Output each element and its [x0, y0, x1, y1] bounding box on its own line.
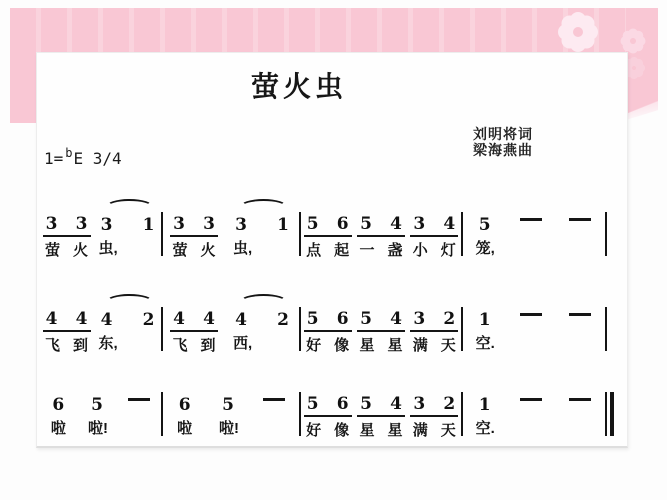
note-digit: 5: [360, 309, 372, 329]
dash-group: [261, 377, 287, 415]
note-digit: 3: [100, 215, 113, 235]
composer-credit: 梁海燕曲: [473, 142, 533, 158]
note-digit: 6: [336, 309, 349, 329]
dash-group: [567, 292, 593, 330]
measure: [463, 292, 605, 353]
pink-banner-left-tail: [10, 8, 36, 123]
notes-row: [475, 391, 495, 415]
note-digit: 2: [443, 394, 456, 414]
notes-row: [357, 306, 405, 332]
barline-stroke: [605, 212, 607, 256]
lyric: 啦: [177, 420, 193, 437]
notes-row: [170, 211, 218, 237]
lyric: 啦!: [218, 420, 239, 437]
note-digit: 4: [235, 310, 247, 330]
note-digit: 6: [178, 395, 191, 415]
beam-group: [304, 197, 352, 260]
lyric: 飞: [44, 337, 60, 354]
lyric: 萤: [172, 242, 188, 259]
slur-arc-icon: [240, 294, 287, 309]
measure: [301, 377, 461, 440]
lyric: 盏: [387, 242, 403, 259]
lyric: 火: [200, 242, 216, 259]
lyricist-credit: 刘明将词: [473, 126, 533, 142]
lyrics-row: [170, 337, 218, 355]
notes-row: [43, 211, 91, 237]
lyrics-row: [232, 240, 292, 258]
lyric: [273, 240, 291, 258]
notes-row: [410, 306, 458, 332]
notes-row: [410, 391, 458, 417]
measure: [163, 197, 299, 260]
slur-group: [232, 197, 292, 258]
notes-row: [87, 391, 107, 415]
sustain-dash: [520, 313, 542, 316]
notes-row: [98, 306, 158, 330]
lyrics-row: [175, 420, 195, 438]
lyrics-row: [475, 420, 495, 438]
dash-group: [567, 377, 593, 415]
lyrics-row: [304, 337, 352, 355]
lyrics-row: [170, 242, 218, 260]
lyrics-row: [218, 420, 238, 438]
lyric: 西,: [233, 335, 253, 352]
measure: [463, 377, 605, 438]
flat-sign: b: [65, 146, 73, 160]
note-digit: 5: [306, 309, 319, 329]
lyrics-row: [357, 422, 405, 440]
beam-group: [170, 292, 218, 355]
lyric: 星: [359, 337, 375, 354]
slur-group: [98, 197, 158, 258]
score-line: [39, 197, 607, 260]
note-digit: 5: [222, 395, 234, 415]
note-digit: 6: [336, 214, 349, 234]
measure: [301, 292, 461, 355]
slur-arc-icon: [106, 199, 153, 214]
note-digit: 5: [360, 214, 372, 234]
measure: [39, 377, 161, 438]
slur-group: [98, 292, 158, 353]
lyric: 飞: [172, 337, 188, 354]
lyrics-row: [304, 422, 352, 440]
lyrics-row: [232, 335, 292, 353]
lyric: 东,: [98, 335, 118, 352]
note-digit: 3: [75, 214, 88, 234]
notes-row: [357, 211, 405, 237]
key-signature: [44, 146, 122, 168]
slur-arc-icon: [106, 294, 153, 309]
notes-row: [48, 391, 68, 415]
note-digit: 2: [142, 310, 155, 330]
note-digit: 1: [142, 215, 155, 235]
lyrics-row: [43, 337, 91, 355]
sustain-dash: [520, 218, 542, 221]
slur-arc-icon: [240, 199, 287, 214]
lyrics-row: [410, 422, 458, 440]
lyric: 到: [72, 337, 88, 354]
notes-row: [126, 391, 152, 415]
notes-row: [518, 306, 544, 330]
measure: [463, 197, 605, 258]
lyrics-row: [475, 240, 495, 258]
notes-row: [475, 211, 495, 235]
note-digit: 6: [336, 394, 349, 414]
score-card: [36, 52, 628, 448]
note-group: [475, 292, 495, 353]
notes-row: [43, 306, 91, 332]
credits-block: [473, 126, 533, 158]
beam-group: [170, 197, 218, 260]
score-line: [39, 292, 607, 355]
notes-row: [304, 306, 352, 332]
lyric: 像: [334, 337, 350, 354]
lyric: 天: [440, 422, 456, 439]
lyric: 啦!: [87, 420, 108, 437]
beam-group: [357, 377, 405, 440]
dash-group: [518, 292, 544, 330]
notes-row: [410, 211, 458, 237]
measure: [163, 292, 299, 355]
lyrics-row: [410, 242, 458, 260]
note-digit: 3: [413, 394, 426, 414]
lyric: 满: [412, 422, 428, 439]
barline-stroke: [605, 392, 607, 436]
slur-group: [232, 292, 292, 353]
sustain-dash: [569, 398, 591, 401]
lyric: 一: [359, 242, 375, 259]
lyric: 好: [306, 422, 322, 439]
lyric: [139, 335, 157, 353]
notes-row: [475, 306, 495, 330]
note-digit: 4: [203, 309, 215, 329]
note-digit: 5: [306, 394, 319, 414]
note-digit: 3: [413, 214, 426, 234]
beam-group: [43, 292, 91, 355]
lyric: 笼,: [475, 240, 495, 257]
lyric: 起: [334, 242, 350, 259]
lyric: 满: [412, 337, 428, 354]
lyric: 虫,: [233, 240, 253, 257]
lyric: 火: [72, 242, 88, 259]
lyrics-row: [43, 242, 91, 260]
note-digit: 4: [390, 309, 402, 329]
beam-group: [357, 292, 405, 355]
notes-row: [357, 391, 405, 417]
notes-row: [567, 391, 593, 415]
lyric: 天: [440, 337, 456, 354]
lyric: 点: [306, 242, 322, 259]
key-prefix: 1=: [44, 149, 64, 168]
lyrics-row: [48, 420, 68, 438]
lyrics-row: [357, 242, 405, 260]
sustain-dash: [569, 313, 591, 316]
beam-group: [357, 197, 405, 260]
notes-row: [218, 391, 238, 415]
sustain-dash: [569, 218, 591, 221]
note-digit: 1: [277, 215, 289, 235]
note-group: [218, 377, 238, 438]
note-digit: 4: [390, 394, 402, 414]
note-digit: 3: [413, 309, 426, 329]
notes-row: [518, 211, 544, 235]
notes-row: [232, 211, 292, 235]
dash-group: [518, 197, 544, 235]
notes-row: [304, 391, 352, 417]
lyric: 萤: [44, 242, 60, 259]
lyric: 小: [412, 242, 428, 259]
lyrics-row: [98, 240, 158, 258]
note-digit: 4: [443, 214, 456, 234]
sustain-dash: [263, 398, 285, 401]
lyric: 到: [200, 337, 216, 354]
measure: [39, 292, 161, 355]
note-digit: 6: [52, 395, 65, 415]
beam-group: [410, 377, 458, 440]
measure: [39, 197, 161, 260]
beam-group: [410, 197, 458, 260]
lyric: 星: [359, 422, 375, 439]
notes-row: [518, 391, 544, 415]
notes-row: [232, 306, 292, 330]
note-digit: 3: [173, 214, 185, 234]
note-digit: 2: [443, 309, 456, 329]
lyric: [273, 335, 291, 353]
beam-group: [43, 197, 91, 260]
lyrics-row: [304, 242, 352, 260]
note-digit: 4: [173, 309, 185, 329]
barline: [605, 307, 607, 351]
sustain-dash: [520, 398, 542, 401]
lyric: [139, 240, 157, 258]
barline: [605, 212, 607, 256]
notes-row: [261, 391, 287, 415]
lyric: 空.: [475, 335, 495, 352]
note-digit: 3: [203, 214, 215, 234]
lyric: 虫,: [98, 240, 118, 257]
measure: [163, 377, 299, 438]
lyric: 像: [334, 422, 350, 439]
note-digit: 5: [91, 395, 103, 415]
lyrics-row: [357, 337, 405, 355]
flower-icon-small: [621, 29, 646, 54]
sustain-dash: [128, 398, 150, 401]
lyric: 灯: [440, 242, 456, 259]
flower-icon-large: [558, 12, 598, 52]
lyrics-row: [98, 335, 158, 353]
lyric: 空.: [475, 420, 495, 437]
note-digit: 4: [45, 309, 58, 329]
lyrics-row: [475, 335, 495, 353]
note-digit: 3: [45, 214, 58, 234]
note-digit: 5: [306, 214, 319, 234]
dash-group: [518, 377, 544, 415]
note-digit: 2: [277, 310, 289, 330]
notes-row: [567, 306, 593, 330]
notes-row: [98, 211, 158, 235]
score-line: [39, 377, 614, 440]
note-digit: 3: [235, 215, 247, 235]
note-digit: 4: [390, 214, 402, 234]
beam-group: [304, 292, 352, 355]
final-barline: [605, 392, 614, 436]
note-group: [175, 377, 195, 438]
notes-row: [170, 306, 218, 332]
notes-row: [567, 211, 593, 235]
notes-row: [304, 211, 352, 237]
dash-group: [567, 197, 593, 235]
beam-group: [304, 377, 352, 440]
song-title: 萤火虫: [251, 70, 348, 103]
note-digit: 4: [100, 310, 113, 330]
dash-group: [126, 377, 152, 415]
lyric: 啦: [50, 420, 66, 437]
note-digit: 5: [478, 215, 491, 235]
beam-group: [410, 292, 458, 355]
key-and-meter: E 3/4: [73, 149, 122, 168]
lyric: 星: [387, 337, 403, 354]
lyrics-row: [410, 337, 458, 355]
note-digit: 5: [360, 394, 372, 414]
barline-stroke: [605, 307, 607, 351]
note-digit: 4: [75, 309, 88, 329]
lyric: 星: [387, 422, 403, 439]
barline-stroke-thick: [610, 392, 614, 436]
note-group: [48, 377, 68, 438]
note-digit: 1: [478, 395, 491, 415]
note-group: [87, 377, 107, 438]
note-digit: 1: [478, 310, 491, 330]
lyric: 好: [306, 337, 322, 354]
note-group: [475, 377, 495, 438]
notes-row: [175, 391, 195, 415]
note-group: [475, 197, 495, 258]
lyrics-row: [87, 420, 107, 438]
measure: [301, 197, 461, 260]
